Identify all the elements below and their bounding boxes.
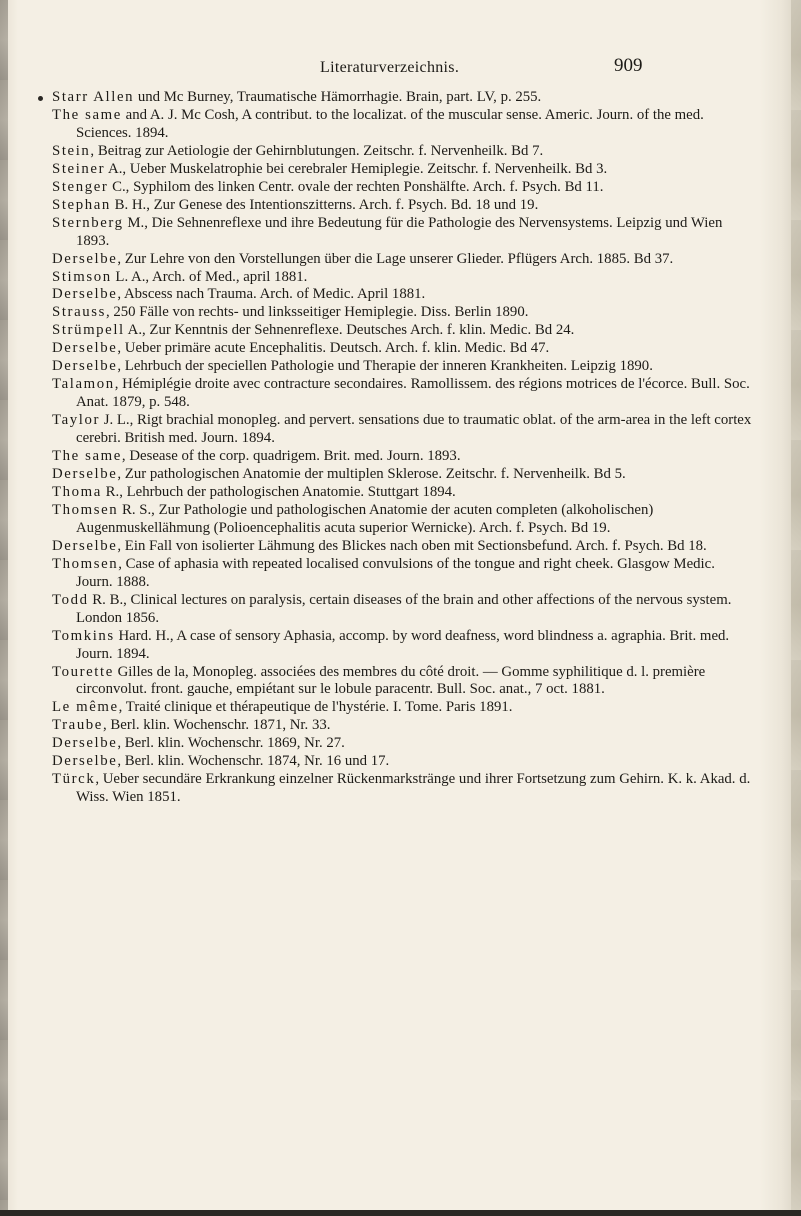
entry-text: R., Lehrbuch der pathologischen Anatomie. Stuttgart 1894.	[101, 483, 456, 500]
entry-text: and A. J. Mc Cosh, A contribut. to the localizat. of the muscular sense. Americ. Journ. of the med. Sciences. 1894.	[76, 106, 704, 141]
bibliography-entry	[52, 376, 752, 412]
entry-text: , Berl. klin. Wochenschr. 1869, Nr. 27.	[117, 735, 345, 752]
bibliography-entry	[52, 89, 752, 107]
entry-author: Stein	[52, 142, 91, 159]
entry-author: Thoma	[52, 483, 102, 500]
entry-text: Gilles de la, Monopleg. associées des membres du côté droit. — Gomme syphilitique d. l. première circonvolut. front. gauche, empiétant sur le lobule paracentr. Bull. Soc. anat., 7 oct. 1881.	[76, 663, 706, 698]
bibliography-entry	[52, 251, 752, 269]
entry-text: R. B., Clinical lectures on paralysis, certain diseases of the brain and other affections of the nervous system. London 1856.	[76, 591, 732, 626]
page-number: 909	[614, 55, 643, 76]
entry-author: Derselbe	[52, 250, 118, 267]
entry-text: , Hémiplégie droite avec contracture secondaires. Ramollissem. des régions motrices de l'écorce. Bull. Soc. Anat. 1879, p. 548.	[76, 376, 750, 411]
entry-text: , Case of aphasia with repeated localised convulsions of the tongue and right cheek. Glasgow Medic. Journ. 1888.	[76, 555, 715, 590]
bibliography-entry	[52, 699, 752, 717]
entry-text: L. A., Arch. of Med., april 1881.	[111, 268, 308, 285]
entry-author: Derselbe	[52, 340, 118, 357]
entry-text: A., Ueber Muskelatrophie bei cerebraler Hemiplegie. Zeitschr. f. Nervenheilk. Bd 3.	[105, 160, 608, 177]
entry-author: Strauss	[52, 304, 106, 321]
bibliography-entry	[52, 664, 752, 700]
entry-text: , Ein Fall von isolierter Lähmung des Blickes nach oben mit Sectionsbefund. Arch. f. Psych. Bd 18.	[117, 537, 707, 554]
bibliography-entry	[52, 592, 752, 628]
entry-text: A., Zur Kenntnis der Sehnenreflexe. Deutsches Arch. f. klin. Medic. Bd 24.	[124, 322, 575, 339]
entry-author: Steiner	[52, 160, 106, 177]
entry-author: Tourette	[52, 663, 114, 680]
bibliography-entry	[52, 286, 752, 304]
bibliography-entry	[52, 179, 752, 197]
entry-text: , Desease of the corp. quadrigem. Brit. med. Journ. 1893.	[121, 448, 461, 465]
bibliography-entry	[52, 717, 752, 735]
entry-text: B. H., Zur Genese des Intentionszitterns. Arch. f. Psych. Bd. 18 und 19.	[110, 196, 539, 213]
bibliography-entry	[52, 771, 752, 807]
bibliography-entry	[52, 484, 752, 502]
entry-author: Derselbe	[52, 753, 118, 770]
entry-text: , Berl. klin. Wochenschr. 1871, Nr. 33.	[102, 717, 331, 734]
entry-author: Le même	[52, 699, 119, 716]
bibliography-entry	[52, 556, 752, 592]
bibliography-entry	[52, 466, 752, 484]
entry-text: und Mc Burney, Traumatische Hämorrhagie. Brain, part. LV, p. 255.	[134, 89, 542, 105]
entry-author: Stenger	[52, 178, 109, 195]
entry-author: Stimson	[52, 268, 112, 285]
bibliography-entry	[52, 322, 752, 340]
entry-author: Stephan	[52, 196, 111, 213]
page-edge-shadow	[791, 0, 801, 1216]
entry-author: Derselbe	[52, 358, 118, 375]
bibliography-entry	[52, 143, 752, 161]
bibliography-entry	[52, 161, 752, 179]
entry-author: Sternberg	[52, 214, 124, 231]
entry-text: , Zur pathologischen Anatomie der multiplen Sklerose. Zeitschr. f. Nervenheilk. Bd 5.	[117, 466, 626, 483]
entry-author: Todd	[52, 591, 89, 608]
bibliography-entry	[52, 628, 752, 664]
entry-author: Taylor	[52, 412, 101, 429]
bibliography-entry	[52, 502, 752, 538]
entry-author: Thomsen	[52, 501, 119, 518]
running-head	[0, 55, 801, 79]
entry-author: Talamon	[52, 376, 115, 393]
scan-bottom-border	[0, 1210, 801, 1216]
entry-text: , Ueber primäre acute Encephalitis. Deutsch. Arch. f. klin. Medic. Bd 47.	[117, 340, 550, 357]
bibliography-entry	[52, 269, 752, 287]
entry-author: Strümpell	[52, 322, 125, 339]
entry-text: , 250 Fälle von rechts- und linksseitiger Hemiplegie. Diss. Berlin 1890.	[105, 304, 529, 321]
entry-text: , Traité clinique et thérapeutique de l'hystérie. I. Tome. Paris 1891.	[118, 699, 513, 716]
entry-text: J. L., Rigt brachial monopleg. and pervert. sensations due to traumatic oblat. of the arm-area in the left cortex cerebri. British med. Journ. 1894.	[76, 412, 752, 447]
bibliography-entry	[52, 448, 752, 466]
entry-text: , Abscess nach Trauma. Arch. of Medic. April 1881.	[117, 286, 426, 303]
bibliography-entry	[52, 538, 752, 556]
entry-text: , Beitrag zur Aetiologie der Gehirnblutungen. Zeitschr. f. Nervenheilk. Bd 7.	[90, 142, 544, 159]
bibliography-entry	[52, 412, 752, 448]
entry-text: , Berl. klin. Wochenschr. 1874, Nr. 16 und 17.	[117, 753, 390, 770]
entry-author: Derselbe	[52, 537, 118, 554]
entry-text: R. S., Zur Pathologie und pathologischen Anatomie der acuten completen (alkoholischen) Augenmuskellähmung (Polioencephalitis acuta superior Wernicke). Arch. f. Psych. Bd 19.	[76, 501, 654, 536]
bibliography-list	[52, 89, 752, 807]
entry-author: Derselbe	[52, 466, 118, 483]
entry-author: Tomkins	[52, 627, 115, 644]
entry-author: Türck	[52, 771, 96, 788]
entry-author: The same	[52, 106, 122, 123]
entry-author: Thomsen	[52, 555, 119, 572]
bibliography-entry	[52, 215, 752, 251]
bibliography-entry	[52, 735, 752, 753]
entry-text: C., Syphilom des linken Centr. ovale der rechten Ponshälfte. Arch. f. Psych. Bd 11.	[108, 178, 604, 195]
entry-author: Traube	[52, 717, 103, 734]
entry-author: The same	[52, 448, 122, 465]
entry-text: M., Die Sehnenreflexe und ihre Bedeutung für die Pathologie des Nervensystems. Leipzig und Wien 1893.	[76, 214, 723, 249]
entry-text: , Ueber secundäre Erkrankung einzelner Rückenmarkstränge und ihrer Fortsetzung zum Gehirn. K. k. Akad. d. Wiss. Wien 1851.	[76, 771, 751, 806]
entry-text: , Lehrbuch der speciellen Pathologie und Therapie der inneren Krankheiten. Leipzig 1890.	[117, 358, 653, 375]
entry-text: Hard. H., A case of sensory Aphasia, accomp. by word deafness, word blindness a. agraphia. Brit. med. Journ. 1894.	[76, 627, 730, 662]
bibliography-entry	[52, 197, 752, 215]
entry-text: , Zur Lehre von den Vorstellungen über die Lage unserer Glieder. Pflügers Arch. 1885. Bd 37.	[117, 250, 674, 267]
bibliography-entry	[52, 340, 752, 358]
margin-mark	[38, 96, 43, 101]
bibliography-entry	[52, 358, 752, 376]
bibliography-entry	[52, 753, 752, 771]
entry-author: Starr Allen	[52, 89, 135, 105]
bibliography-entry	[52, 304, 752, 322]
bibliography-entry	[52, 107, 752, 143]
entry-author: Derselbe	[52, 735, 118, 752]
entry-author: Derselbe	[52, 286, 118, 303]
running-title: Literaturverzeichnis.	[320, 59, 460, 76]
page-gutter-shadow	[0, 0, 8, 1216]
